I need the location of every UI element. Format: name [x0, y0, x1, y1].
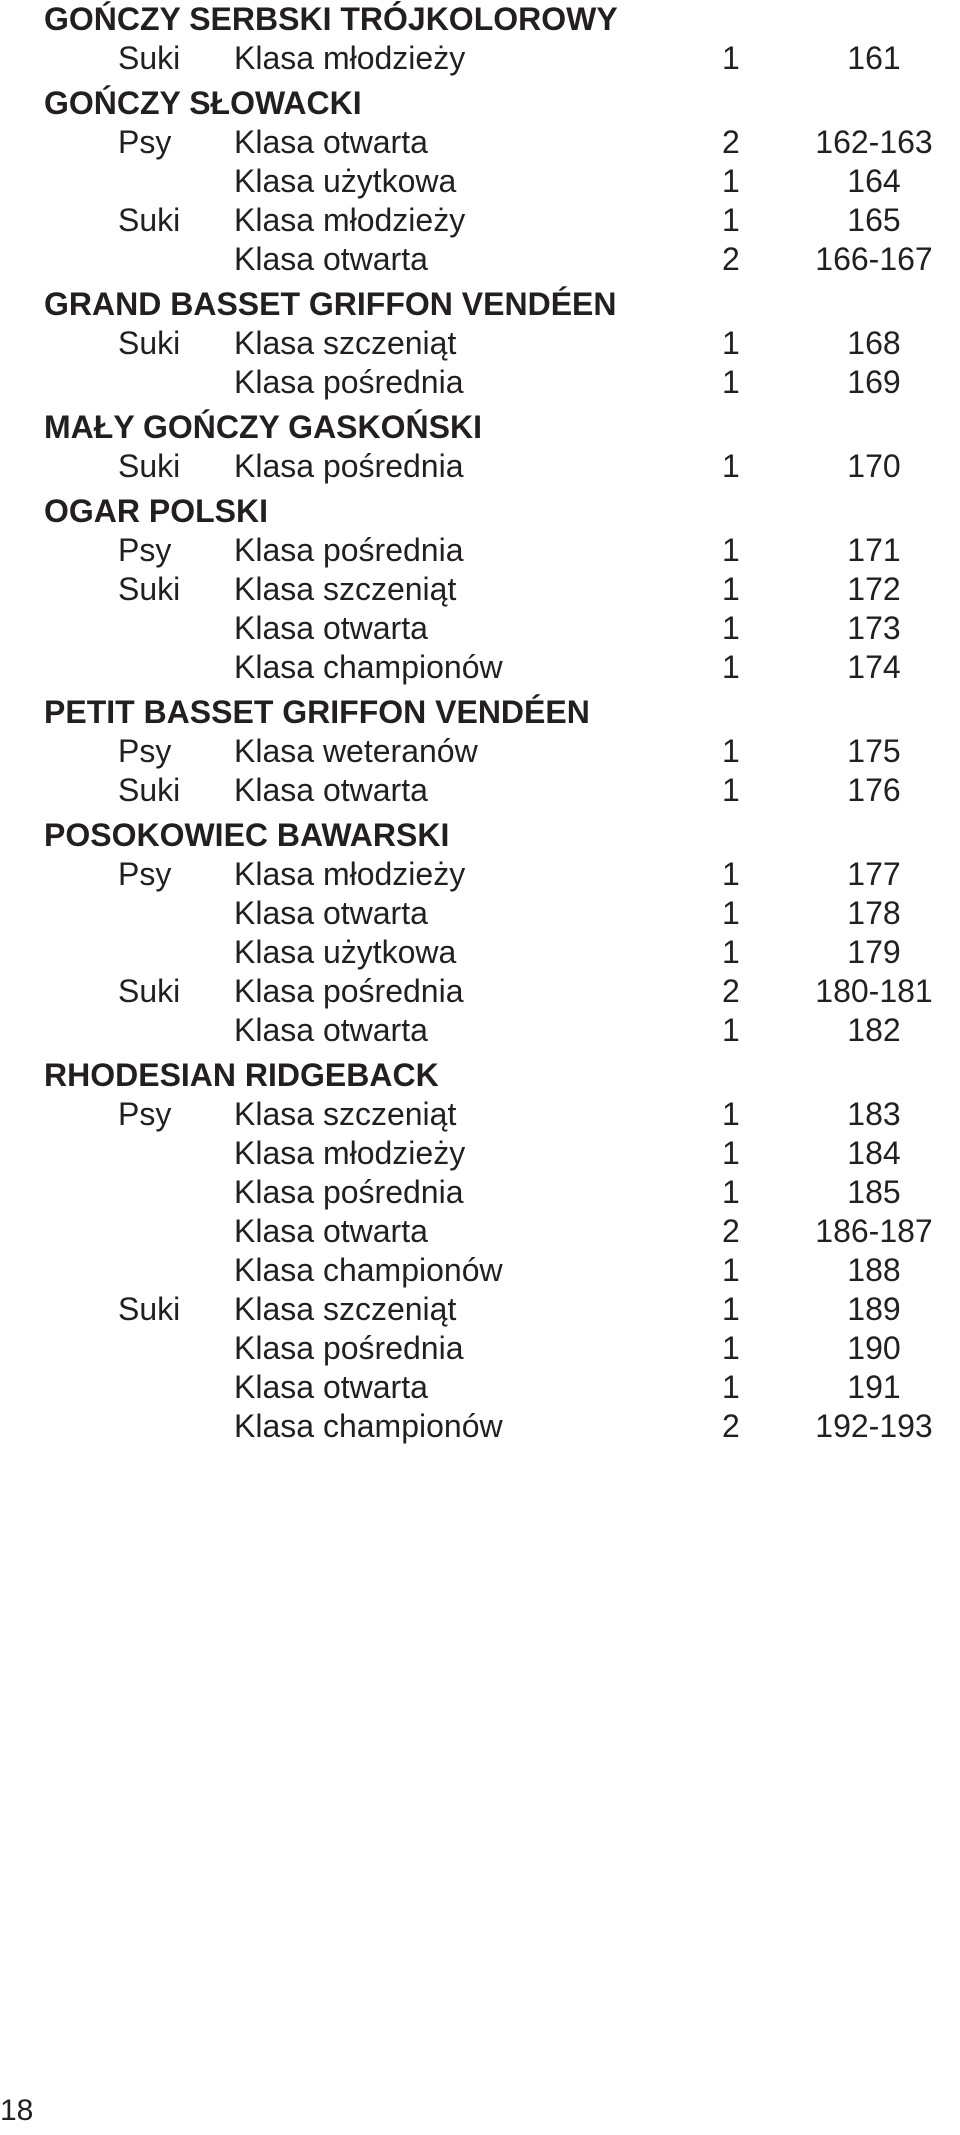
- entry-count: 1: [722, 571, 740, 607]
- entry-class: Klasa otwarta: [234, 1369, 428, 1405]
- class-entry-row: [0, 1407, 960, 1446]
- class-entry-row: [0, 1368, 960, 1407]
- class-entry-row: [0, 1212, 960, 1251]
- entry-catalog-numbers: 166-167: [815, 241, 933, 277]
- class-entry-row: [0, 648, 960, 687]
- breed-heading: POSOKOWIEC BAWARSKI: [44, 817, 450, 853]
- entry-sex: Suki: [118, 40, 181, 76]
- entry-class: Klasa championów: [234, 649, 503, 685]
- class-entry-row: [0, 609, 960, 648]
- entry-count: 2: [722, 1213, 740, 1249]
- entry-class: Klasa użytkowa: [234, 163, 457, 199]
- breed-heading: PETIT BASSET GRIFFON VENDÉEN: [44, 694, 590, 730]
- entry-count: 1: [722, 448, 740, 484]
- entry-catalog-numbers: 191: [847, 1369, 901, 1405]
- entry-class: Klasa otwarta: [234, 241, 428, 277]
- entry-sex: Psy: [118, 733, 172, 769]
- entry-sex: Suki: [118, 325, 181, 361]
- entry-sex: Psy: [118, 532, 172, 568]
- entry-sex: Suki: [118, 973, 181, 1009]
- entry-count: 1: [722, 1330, 740, 1366]
- entry-catalog-numbers: 172: [847, 571, 901, 607]
- entry-count: 2: [722, 973, 740, 1009]
- entry-class: Klasa młodzieży: [234, 856, 466, 892]
- entry-class: Klasa otwarta: [234, 772, 428, 808]
- class-entry-row: [0, 162, 960, 201]
- class-entry-row: [0, 972, 960, 1011]
- class-entry-row: [0, 894, 960, 933]
- class-entry-row: [0, 324, 960, 363]
- entry-class: Klasa otwarta: [234, 610, 428, 646]
- class-entry-row: [0, 1173, 960, 1212]
- class-entry-row: [0, 570, 960, 609]
- entry-catalog-numbers: 185: [847, 1174, 901, 1210]
- entry-class: Klasa młodzieży: [234, 202, 466, 238]
- entry-catalog-numbers: 180-181: [815, 973, 933, 1009]
- entry-catalog-numbers: 188: [847, 1252, 901, 1288]
- entry-count: 1: [722, 934, 740, 970]
- entry-class: Klasa pośrednia: [234, 532, 464, 568]
- class-entry-row: [0, 363, 960, 402]
- class-entry-row: [0, 1095, 960, 1134]
- entry-count: 1: [722, 202, 740, 238]
- entry-class: Klasa championów: [234, 1408, 503, 1444]
- entry-class: Klasa użytkowa: [234, 934, 457, 970]
- entry-class: Klasa młodzieży: [234, 40, 466, 76]
- entry-class: Klasa otwarta: [234, 124, 428, 160]
- entry-class: Klasa szczeniąt: [234, 1291, 457, 1327]
- class-entry-row: [0, 1011, 960, 1050]
- class-entry-row: [0, 933, 960, 972]
- entry-catalog-numbers: 182: [847, 1012, 901, 1048]
- entry-class: Klasa otwarta: [234, 1012, 428, 1048]
- entry-catalog-numbers: 183: [847, 1096, 901, 1132]
- entry-count: 1: [722, 1291, 740, 1327]
- entry-class: Klasa otwarta: [234, 895, 428, 931]
- class-entry-row: [0, 447, 960, 486]
- class-entry-row: [0, 1134, 960, 1173]
- entry-catalog-numbers: 177: [847, 856, 901, 892]
- breed-heading: OGAR POLSKI: [44, 493, 269, 529]
- breed-heading: GRAND BASSET GRIFFON VENDÉEN: [44, 286, 617, 322]
- entry-sex: Suki: [118, 448, 181, 484]
- entry-count: 1: [722, 895, 740, 931]
- entry-catalog-numbers: 178: [847, 895, 901, 931]
- entry-count: 1: [722, 1174, 740, 1210]
- entry-class: Klasa championów: [234, 1252, 503, 1288]
- entry-catalog-numbers: 174: [847, 649, 901, 685]
- class-entry-row: [0, 531, 960, 570]
- entry-count: 2: [722, 1408, 740, 1444]
- entry-count: 2: [722, 124, 740, 160]
- entry-catalog-numbers: 169: [847, 364, 901, 400]
- entry-class: Klasa pośrednia: [234, 1174, 464, 1210]
- entry-catalog-numbers: 168: [847, 325, 901, 361]
- entry-count: 1: [722, 163, 740, 199]
- entry-class: Klasa otwarta: [234, 1213, 428, 1249]
- entry-sex: Suki: [118, 772, 181, 808]
- entry-count: 1: [722, 532, 740, 568]
- entry-catalog-numbers: 165: [847, 202, 901, 238]
- page-number: 18: [0, 2094, 34, 2127]
- entry-catalog-numbers: 173: [847, 610, 901, 646]
- class-entry-row: [0, 1251, 960, 1290]
- entry-class: Klasa szczeniąt: [234, 325, 457, 361]
- entry-count: 1: [722, 40, 740, 76]
- entry-class: Klasa pośrednia: [234, 448, 464, 484]
- entry-count: 1: [722, 1012, 740, 1048]
- entry-sex: Suki: [118, 202, 181, 238]
- class-entry-row: [0, 732, 960, 771]
- entry-sex: Psy: [118, 124, 172, 160]
- breed-heading: MAŁY GOŃCZY GASKOŃSKI: [44, 409, 482, 445]
- entry-catalog-numbers: 176: [847, 772, 901, 808]
- entry-catalog-numbers: 171: [847, 532, 901, 568]
- entry-class: Klasa młodzieży: [234, 1135, 466, 1171]
- class-entry-row: [0, 123, 960, 162]
- entry-count: 2: [722, 241, 740, 277]
- entry-count: 1: [722, 325, 740, 361]
- class-entry-row: [0, 771, 960, 810]
- entry-catalog-numbers: 189: [847, 1291, 901, 1327]
- entry-sex: Suki: [118, 1291, 181, 1327]
- entry-catalog-numbers: 184: [847, 1135, 901, 1171]
- class-entry-row: [0, 1290, 960, 1329]
- entry-catalog-numbers: 175: [847, 733, 901, 769]
- entry-class: Klasa pośrednia: [234, 1330, 464, 1366]
- entry-catalog-numbers: 161: [847, 40, 901, 76]
- entry-count: 1: [722, 1252, 740, 1288]
- entry-sex: Suki: [118, 571, 181, 607]
- entry-count: 1: [722, 772, 740, 808]
- entry-count: 1: [722, 364, 740, 400]
- entry-count: 1: [722, 649, 740, 685]
- entry-catalog-numbers: 186-187: [815, 1213, 933, 1249]
- entry-catalog-numbers: 179: [847, 934, 901, 970]
- entry-class: Klasa pośrednia: [234, 973, 464, 1009]
- class-entry-row: [0, 240, 960, 279]
- entry-count: 1: [722, 733, 740, 769]
- entry-count: 1: [722, 610, 740, 646]
- entry-catalog-numbers: 164: [847, 163, 901, 199]
- breed-heading: RHODESIAN RIDGEBACK: [44, 1057, 439, 1093]
- entry-count: 1: [722, 856, 740, 892]
- class-entry-row: [0, 201, 960, 240]
- entry-catalog-numbers: 190: [847, 1330, 901, 1366]
- class-entry-row: [0, 39, 960, 78]
- class-entry-row: [0, 1329, 960, 1368]
- entry-class: Klasa pośrednia: [234, 364, 464, 400]
- entry-catalog-numbers: 170: [847, 448, 901, 484]
- entry-sex: Psy: [118, 1096, 172, 1132]
- entry-count: 1: [722, 1135, 740, 1171]
- entry-sex: Psy: [118, 856, 172, 892]
- breed-heading: GOŃCZY SŁOWACKI: [44, 85, 362, 121]
- entry-count: 1: [722, 1369, 740, 1405]
- breed-heading: GOŃCZY SERBSKI TRÓJKOLOROWY: [44, 1, 618, 37]
- entry-class: Klasa szczeniąt: [234, 1096, 457, 1132]
- entry-class: Klasa szczeniąt: [234, 571, 457, 607]
- entry-count: 1: [722, 1096, 740, 1132]
- class-entry-row: [0, 855, 960, 894]
- entry-class: Klasa weteranów: [234, 733, 478, 769]
- entry-catalog-numbers: 162-163: [815, 124, 933, 160]
- entry-catalog-numbers: 192-193: [815, 1408, 933, 1444]
